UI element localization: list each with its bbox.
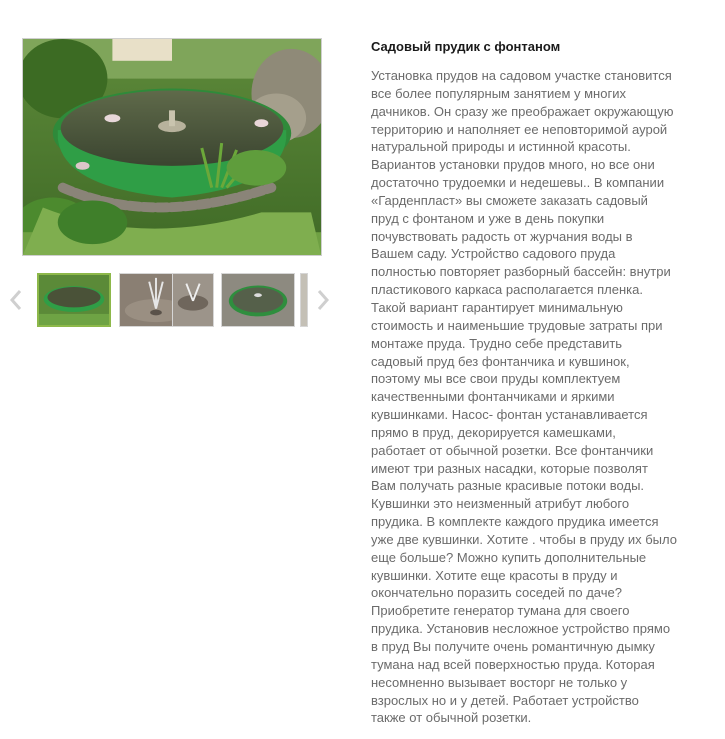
garden-pond-photo: [23, 39, 321, 255]
description-line: еще больше? Можно купить дополнительные: [371, 549, 647, 565]
description-line: качественными фонтанчиками и яркими: [371, 389, 615, 405]
description-line: кувшинками. Насос- фонтан устанавливается: [371, 407, 648, 423]
description-line: работает от обычной розетки. Все фонтанчики: [371, 442, 654, 458]
description-line: кувшинки. Хотите еще красоты в пруду и: [371, 567, 618, 583]
thumbnail-image: [301, 274, 307, 326]
description-line: «Гарденпласт» вы сможете заказать садовый: [371, 192, 648, 208]
description-line: несомненно вызывает восторг не только у: [371, 674, 628, 690]
description-line: Установка прудов на садовом участке становится: [371, 68, 672, 83]
description-line: Кувшинки это неизменный атрибут любого: [371, 496, 630, 512]
description-line: прямо в пруд, декорируется камешками,: [371, 424, 616, 440]
description-line: уже две кувшинки. Хотите . чтобы в пруду их было: [371, 531, 677, 547]
description-line: пластикового каркаса располагается пленка.: [371, 282, 643, 298]
description-line: дачников. Он сразу же преображает окружающую: [371, 103, 674, 119]
thumbnail-5[interactable]: [300, 273, 308, 327]
description-line: Такой вариант гарантирует минимальную: [371, 299, 623, 315]
description-line: в пруд Вы получите очень романтичную дымку: [371, 639, 655, 654]
description-line: окончательно поразить соседей по даче?: [371, 585, 622, 601]
description-line: также от обычной розетки.: [371, 710, 532, 726]
carousel-prev-button[interactable]: [9, 288, 23, 312]
thumbnail-4[interactable]: [221, 273, 295, 327]
description-line: достаточно трудоемки и недешевы.. В компании: [371, 175, 665, 191]
description-line: тумана над всей поверхностью пруда. Которая: [371, 656, 655, 672]
description-line: все более популярным занятием у многих: [371, 85, 626, 101]
description-line: почувствовать радость от журчания воды в: [371, 228, 633, 244]
main-product-image[interactable]: [22, 38, 322, 256]
carousel-next-button[interactable]: [316, 288, 330, 312]
description-line: полностью повторяет разборный бассейн: внутри: [371, 264, 671, 280]
description-line: Вам получать разные красивые потоки воды.: [371, 478, 645, 494]
description-line: прудика. Установив несложное устройство прямо: [371, 621, 671, 637]
description-line: монтаже пруда. Трудно себе представить: [371, 335, 623, 351]
chevron-left-icon: [10, 289, 22, 311]
thumbnail-image: [173, 274, 213, 326]
product-description: [371, 67, 711, 727]
description-line: Вариантов установки прудов много, но все они: [371, 157, 655, 173]
chevron-right-icon: [317, 289, 329, 311]
description-line: садовый пруд без фонтанчика и кувшинок,: [371, 353, 630, 369]
thumbnail-image: [39, 275, 109, 325]
thumbnail-carousel: [0, 270, 340, 330]
description-line: территорию и наполняет ее неповторимой аурой: [371, 121, 668, 137]
description-line: Вашем саду. Устройство садового пруда: [371, 246, 616, 262]
description-line: пруд с фонтаном и уже в день покупки: [371, 210, 605, 226]
description-line: натуральной природы и истинной красоты.: [371, 139, 631, 155]
description-line: поэтому мы все свои пруды комплектуем: [371, 371, 621, 387]
description-line: стоимость и наименьшие трудовые затраты при: [371, 317, 663, 333]
product-info: [371, 36, 711, 727]
description-line: взрослых но и у детей. Работает устройство: [371, 692, 639, 708]
thumbnail-3[interactable]: [172, 273, 214, 327]
thumbnail-image: [222, 274, 294, 326]
product-title: Садовый прудик с фонтаном: [371, 39, 561, 54]
thumbnail-1[interactable]: [37, 273, 111, 327]
description-line: прудика. В комплекте каждого прудика имеется: [371, 514, 659, 530]
description-line: Приобретите генератор тумана для своего: [371, 603, 630, 619]
description-line: имеют три разных насадки, которые позволят: [371, 460, 648, 476]
